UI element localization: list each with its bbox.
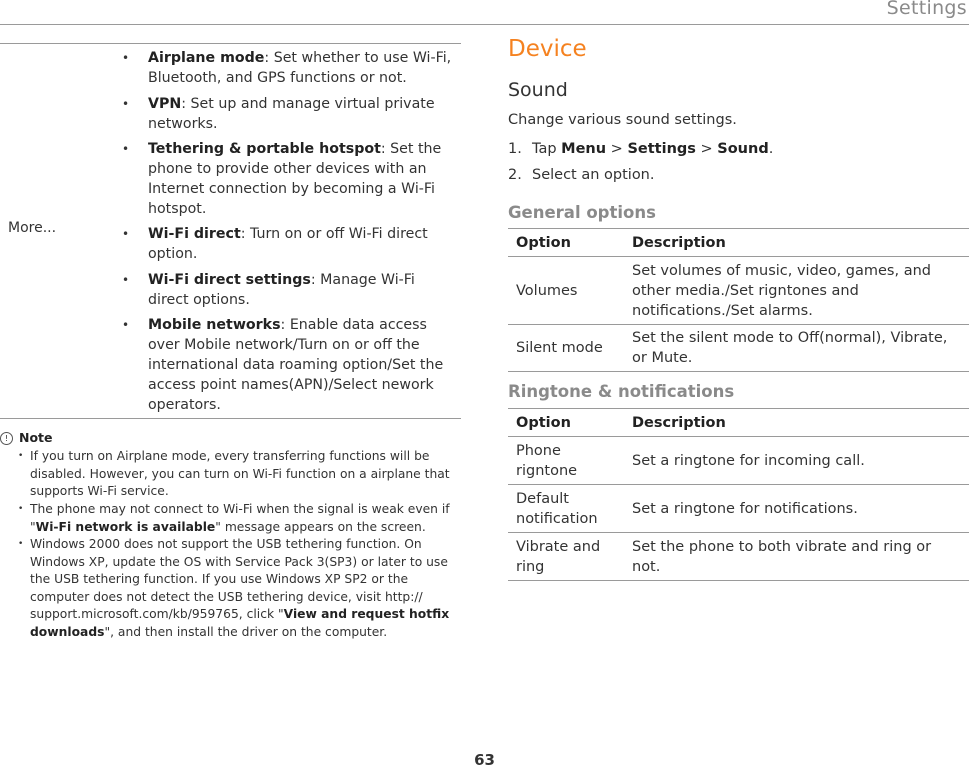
- bullet-icon: •: [122, 227, 130, 241]
- option-cell: Vibrate and ring: [508, 533, 624, 581]
- description-cell: Set the phone to both vibrate and ring or not.: [624, 533, 969, 581]
- description-cell: Set the silent mode to Off(normal), Vibrate, or Mute.: [624, 325, 969, 372]
- note-text-usb: Windows 2000 does not support the USB tethering function. On Windows XP, update the OS with Service Pack 3(SP3) or later to use the USB tethering function. If you use Windows XP SP2 or the computer does not detect the USB tethering device, visit http:// support.microsoft.com/kb/959765, click "View and request hotfix downloads", and then install the driver on the computer.: [30, 537, 450, 639]
- column-header-option: Option: [508, 229, 624, 257]
- table-row: [508, 437, 969, 485]
- info-icon: !: [0, 432, 13, 445]
- table-row: [508, 533, 969, 581]
- note-text-wifi: The phone may not connect to Wi-Fi when the signal is weak even if "Wi-Fi network is available" message appears on the screen.: [30, 502, 450, 534]
- row-label-more: More...: [8, 220, 57, 236]
- header-divider: [0, 24, 969, 25]
- sound-description: Change various sound settings.: [508, 112, 737, 128]
- bullet-icon: •: [18, 539, 24, 549]
- description-cell: Set a ringtone for incoming call.: [624, 437, 969, 485]
- desc-airplane-mode: : Set whether to use Wi-Fi, Bluetooth, and GPS functions or not.: [148, 50, 452, 86]
- option-cell: Silent mode: [508, 325, 624, 372]
- table-row: [508, 257, 969, 325]
- option-cell: Phone rigntone: [508, 437, 624, 485]
- description-cell: Set volumes of music, video, games, and other media./Set rigntones and notifications./Set alarms.: [624, 257, 969, 325]
- table-header-row: [508, 409, 969, 437]
- desc-wifi-direct-settings: : Manage Wi-Fi direct options.: [148, 272, 415, 308]
- general-options-title: General options: [508, 203, 656, 222]
- page-header-title: Settings: [886, 0, 967, 19]
- section-heading-device: Device: [508, 36, 587, 62]
- general-options-table: [508, 228, 969, 372]
- table-row: [508, 485, 969, 533]
- note-text-airplane: If you turn on Airplane mode, every transferring functions will be disabled. However, you can turn on Wi-Fi function on a airplane that supports Wi-Fi service.: [30, 449, 450, 498]
- desc-vpn: : Set up and manage virtual private networks.: [148, 96, 435, 132]
- bullet-icon: •: [18, 504, 24, 514]
- term-wifi-direct: Wi-Fi direct: [148, 226, 241, 242]
- term-tethering: Tethering & portable hotspot: [148, 141, 381, 157]
- term-vpn: VPN: [148, 96, 182, 112]
- desc-tethering: : Set the phone to provide other devices with an Internet connection by becoming a Wi-Fi hotspot.: [148, 141, 442, 217]
- table-top-rule: [0, 43, 461, 44]
- bullet-icon: •: [122, 273, 130, 287]
- note-title: Note: [19, 430, 53, 445]
- column-header-description: Description: [624, 229, 969, 257]
- subheading-sound: Sound: [508, 79, 568, 101]
- term-wifi-direct-settings: Wi-Fi direct settings: [148, 272, 311, 288]
- bullet-icon: •: [122, 142, 130, 156]
- note-heading: [0, 430, 53, 445]
- bullet-icon: •: [18, 451, 24, 461]
- step-2: 2. Select an option.: [508, 167, 655, 183]
- description-cell: Set a ringtone for notifications.: [624, 485, 969, 533]
- table-row: [508, 325, 969, 372]
- term-airplane-mode: Airplane mode: [148, 50, 265, 66]
- option-cell: Volumes: [508, 257, 624, 325]
- bullet-icon: •: [122, 318, 130, 332]
- option-cell: Default notification: [508, 485, 624, 533]
- ringtone-notifications-table: [508, 408, 969, 581]
- desc-wifi-direct: : Turn on or off Wi-Fi direct option.: [148, 226, 428, 262]
- term-mobile-networks: Mobile networks: [148, 317, 281, 333]
- table-header-row: [508, 229, 969, 257]
- column-header-option: Option: [508, 409, 624, 437]
- table-bottom-rule: [0, 418, 461, 419]
- desc-mobile-networks: : Enable data access over Mobile network/Turn on or off the international data roaming option/Set the access point names(APN)/Select nework operators.: [148, 317, 444, 413]
- column-header-description: Description: [624, 409, 969, 437]
- bullet-icon: •: [122, 51, 130, 65]
- bullet-icon: •: [122, 97, 130, 111]
- page-number: 63: [474, 751, 495, 769]
- step-1: 1. Tap Menu > Settings > Sound.: [508, 141, 774, 157]
- ringtone-notifications-title: Ringtone & notifications: [508, 382, 735, 401]
